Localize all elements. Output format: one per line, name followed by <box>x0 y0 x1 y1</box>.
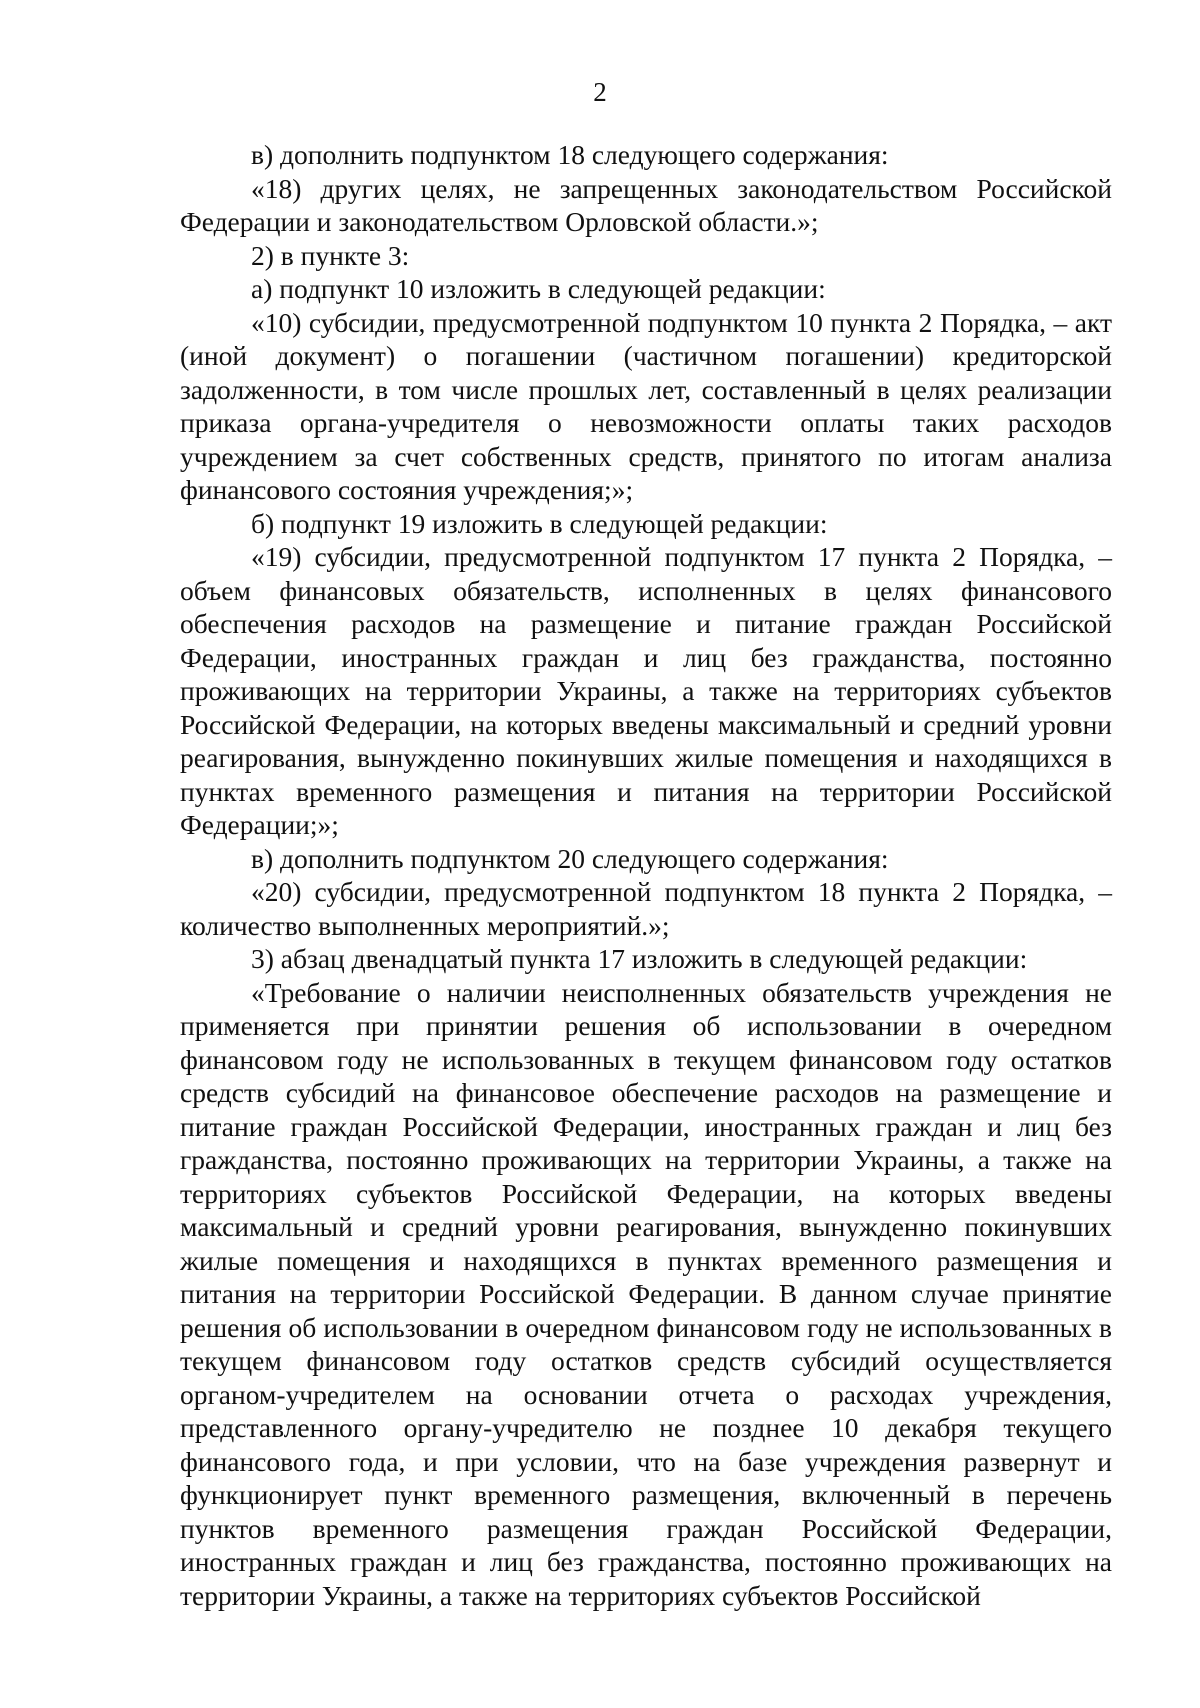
paragraph-quote-19: «19) субсидии, предусмотренной подпунктом 17 пункта 2 Порядка, – объем финансовых обязательств, исполненных в целях финансового обеспечения расходов на размещение и питание граждан Российской Федерации, иностранных граждан и лиц без гражданства, постоянно проживающих на территории Украины, а также на территориях субъектов Российской Федерации, на которых введены максимальный и средний уровни реагирования, вынужденно покинувших жилые помещения и находящихся в пунктах временного размещения и питания на территории Российской Федерации;»; <box>180 541 1112 840</box>
paragraph-point-2: 2) в пункте 3: <box>251 239 410 271</box>
paragraph-quote-18: «18) других целях, не запрещенных законодательством Российской Федерации и законодательством Орловской области.»; <box>180 172 1112 237</box>
paragraph-item-b-19: б) подпункт 19 изложить в следующей редакции: <box>251 507 828 539</box>
paragraph-quote-20: «20) субсидии, предусмотренной подпунктом 18 пункта 2 Порядка, – количество выполненных мероприятий.»; <box>180 876 1112 941</box>
paragraph-item-a-10: а) подпункт 10 изложить в следующей редакции: <box>251 273 826 304</box>
paragraph-point-3: 3) абзац двенадцатый пункта 17 изложить в следующей редакции: <box>251 943 1028 974</box>
paragraph-item-v-20: в) дополнить подпунктом 20 следующего содержания: <box>251 842 889 874</box>
paragraph-requirement-text: «Требование о наличии неисполненных обязательств учреждения не применяется при принятии решения об использовании в очередном финансовом году не использованных в текущем финансовом году остатков средств субсидий на финансовое обеспечение расходов на размещение и питание граждан Российской Федерации, иностранных граждан и лиц без гражданства, постоянно проживающих на территории Украины, а также на территориях субъектов Российской Федерации, на которых введены максимальный и средний уровни реагирования, вынужденно покинувших жилые помещения и находящихся в пунктах временного размещения и питания на территории Российской Федерации. В данном случае принятие решения об использовании в очередном финансовом году не использованных в текущем финансовом году остатков средств субсидий осуществляется органом-учредителем на основании отчета о расходах учреждения, представленного органу-учредителю не позднее 10 декабря текущего финансового года, и при условии, что на базе учреждения развернут и функционирует пункт временного размещения, включенный в перечень пунктов временного размещения граждан Российской Федерации, иностранных граждан и лиц без гражданства, постоянно проживающих на территории Украины, а также на территориях субъектов Российской <box>180 976 1112 1611</box>
page-number: 2 <box>593 77 607 107</box>
document-body <box>180 138 1112 1612</box>
paragraph-quote-10: «10) субсидии, предусмотренной подпунктом 10 пункта 2 Порядка, – акт (иной документ) о погашении (частичном погашении) кредиторской задолженности, в том числе прошлых лет, составленный в целях реализации приказа органа-учредителя о невозможности оплаты таких расходов учреждением за счет собственных средств, принятого по итогам анализа финансового состояния учреждения;»; <box>180 306 1112 505</box>
paragraph-item-v-18: в) дополнить подпунктом 18 следующего содержания: <box>251 139 889 170</box>
